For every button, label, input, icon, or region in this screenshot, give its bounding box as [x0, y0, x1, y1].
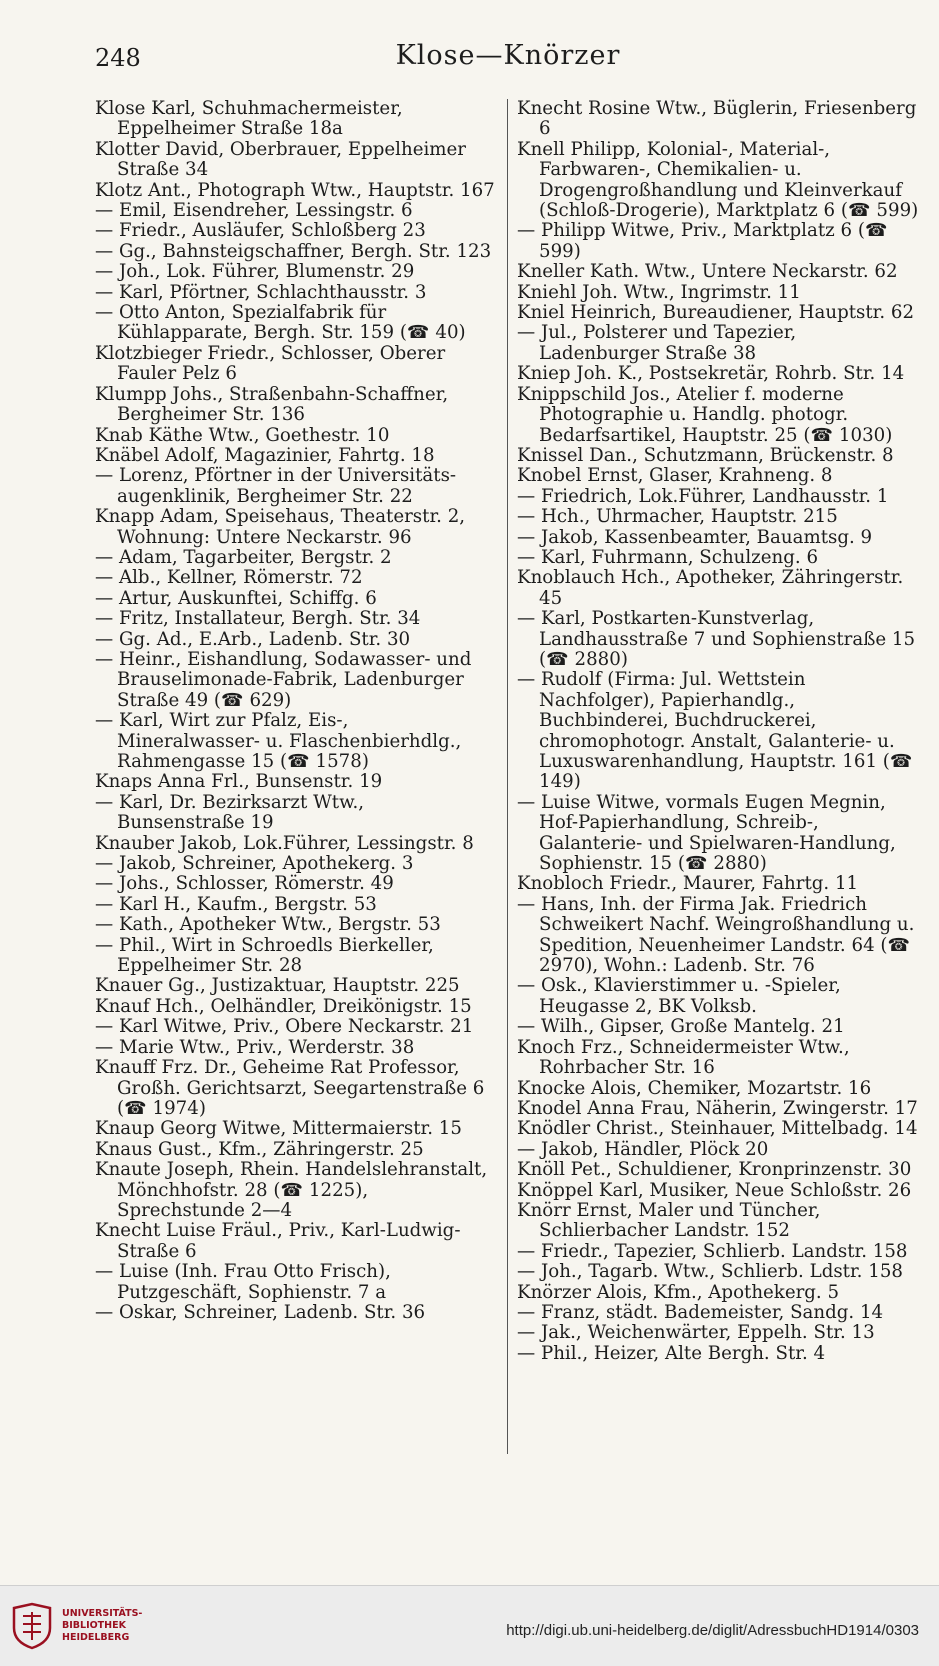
running-head: Klose—Knörzer: [395, 40, 621, 71]
left-column: [95, 99, 497, 1323]
directory-entry: Knippschild Jos., Atelier f. moderne Photographie u. Handlg. photogr. Bedarfsartikel, Hauptstr. 25 (☎ 1030): [517, 383, 893, 446]
directory-entry: — Osk., Klavierstimmer u. -Spieler, Heugasse 2, BK Volksb.: [517, 975, 841, 1017]
directory-entry: — Joh., Tagarb. Wtw., Schlierb. Ldstr. 158: [517, 1261, 903, 1283]
directory-entry: — Artur, Auskunftei, Schiffg. 6: [95, 587, 377, 609]
directory-entry: Knaps Anna Frl., Bunsenstr. 19: [95, 771, 383, 793]
directory-entry: Klotz Ant., Photograph Wtw., Hauptstr. 167: [95, 179, 495, 201]
directory-entry: — Marie Wtw., Priv., Werderstr. 38: [95, 1036, 415, 1058]
directory-entry: — Jul., Polsterer und Tapezier, Ladenburger Straße 38: [517, 322, 797, 364]
directory-entry: Knauff Frz. Dr., Geheime Rat Professor, Großh. Gerichtsarzt, Seegartenstraße 6 (☎ 1974): [95, 1057, 485, 1119]
directory-entry: — Phil., Wirt in Schroedls Bierkeller, Eppelheimer Str. 28: [95, 934, 434, 977]
directory-entry: — Karl Witwe, Priv., Obere Neckarstr. 21: [95, 1016, 474, 1038]
directory-entry: — Adam, Tagarbeiter, Bergstr. 2: [95, 546, 392, 568]
directory-entry: Knecht Rosine Wtw., Büglerin, Friesenberg 6: [517, 98, 917, 140]
directory-entry: Klotter David, Oberbrauer, Eppelheimer Straße 34: [95, 138, 466, 181]
directory-entry: — Friedr., Tapezier, Schlierb. Landstr. 158: [517, 1240, 908, 1262]
directory-entry: Knaus Gust., Kfm., Zähringerstr. 25: [95, 1138, 424, 1160]
directory-entry: Knauber Jakob, Lok.Führer, Lessingstr. 8: [95, 832, 474, 854]
directory-entry: — Alb., Kellner, Römerstr. 72: [95, 567, 363, 589]
directory-entry: Knapp Adam, Speisehaus, Theaterstr. 2, Wohnung: Untere Neckarstr. 96: [95, 506, 466, 548]
directory-entry: Knöll Pet., Schuldiener, Kronprinzenstr. 30: [517, 1159, 912, 1181]
directory-entry: — Karl, Dr. Bezirksarzt Wtw., Bunsenstraße 19: [95, 791, 365, 834]
library-name-line: HEIDELBERG: [62, 1632, 130, 1643]
source-url[interactable]: http://digi.ub.uni-heidelberg.de/diglit/AdressbuchHD1914/0303: [506, 1622, 919, 1639]
library-name: [62, 1608, 142, 1644]
directory-entry: — Rudolf (Firma: Jul. Wettstein Nachfolger), Papierhandlg., Buchbinderei, Buchdruckerei, chromophotogr. Anstalt, Galanterie- u. Luxuswarenhandlung, Hauptstr. 161 (☎ 149): [517, 669, 913, 793]
directory-entry: — Johs., Schlosser, Römerstr. 49: [95, 873, 394, 895]
directory-entry: Knäbel Adolf, Magazinier, Fahrtg. 18: [95, 444, 435, 466]
directory-entry: Knoch Frz., Schneidermeister Wtw., Rohrbacher Str. 16: [517, 1036, 850, 1079]
directory-entry: — Otto Anton, Spezialfabrik für Kühlapparate, Bergh. Str. 159 (☎ 40): [95, 302, 466, 344]
directory-entry: — Friedrich, Lok.Führer, Landhausstr. 1: [517, 485, 889, 507]
page-number: 248: [95, 44, 141, 72]
directory-entry: Kneller Kath. Wtw., Untere Neckarstr. 62: [517, 261, 898, 283]
directory-entry: — Hans, Inh. der Firma Jak. Friedrich Schweikert Nachf. Weingroßhandlung u. Spedition, Neuenheimer Landstr. 64 (☎ 2970), Wohn.: Ladenb. Str. 76: [517, 893, 915, 977]
directory-entry: Knoblauch Hch., Apotheker, Zähringerstr. 45: [517, 567, 904, 609]
directory-entry: Knecht Luise Fräul., Priv., Karl-Ludwig-Straße 6: [95, 1220, 461, 1262]
directory-entry: Knörzer Alois, Kfm., Apothekerg. 5: [517, 1281, 840, 1303]
directory-entry: — Emil, Eisendreher, Lessingstr. 6: [95, 200, 413, 222]
directory-entry: — Gg., Bahnsteigschaffner, Bergh. Str. 123: [95, 240, 492, 262]
directory-entry: — Gg. Ad., E.Arb., Ladenb. Str. 30: [95, 628, 411, 650]
directory-entry: Knödler Christ., Steinhauer, Mittelbadg. 14: [517, 1118, 918, 1140]
directory-entry: Kniep Joh. K., Postsekretär, Rohrb. Str. 14: [517, 363, 905, 385]
directory-entry: Knaup Georg Witwe, Mittermaierstr. 15: [95, 1118, 462, 1140]
directory-entry: Knell Philipp, Kolonial-, Material-, Farbwaren-, Chemikalien- u. Drogengroßhandlung und Kleinverkauf (Schloß-Drogerie), Marktplatz 6 (☎ 599): [517, 138, 919, 222]
directory-entry: — Hch., Uhrmacher, Hauptstr. 215: [517, 506, 838, 528]
directory-entry: — Oskar, Schreiner, Ladenb. Str. 36: [95, 1301, 426, 1323]
directory-entry: — Karl H., Kaufm., Bergstr. 53: [95, 893, 377, 915]
column-divider: [507, 99, 508, 1454]
directory-entry: — Phil., Heizer, Alte Bergh. Str. 4: [517, 1342, 826, 1364]
directory-entry: — Fritz, Installateur, Bergh. Str. 34: [95, 608, 421, 630]
directory-entry: Knauf Hch., Oelhändler, Dreikönigstr. 15: [95, 995, 472, 1017]
directory-entry: Kniehl Joh. Wtw., Ingrimstr. 11: [517, 281, 801, 303]
directory-entry: — Jakob, Händler, Plöck 20: [517, 1138, 769, 1160]
directory-entry: — Karl, Wirt zur Pfalz, Eis-, Mineralwasser- u. Flaschenbierhdlg., Rahmengasse 15 (☎ 1578): [95, 710, 462, 772]
directory-entry: Klose Karl, Schuhmachermeister, Eppelheimer Straße 18a: [95, 98, 403, 140]
footer-bar: [0, 1585, 939, 1666]
directory-entry: Knodel Anna Frau, Näherin, Zwingerstr. 17: [517, 1097, 918, 1119]
directory-entry: Knörr Ernst, Maler und Tüncher, Schlierbacher Landstr. 152: [517, 1199, 821, 1242]
directory-entry: — Philipp Witwe, Priv., Marktplatz 6 (☎ 599): [517, 220, 888, 262]
directory-entry: — Luise (Inh. Frau Otto Frisch), Putzgeschäft, Sophienstr. 7 a: [95, 1261, 391, 1303]
directory-entry: — Wilh., Gipser, Große Mantelg. 21: [517, 1016, 845, 1038]
directory-entry: — Jakob, Schreiner, Apothekerg. 3: [95, 853, 414, 875]
university-seal-icon: [10, 1602, 54, 1650]
directory-entry: Knissel Dan., Schutzmann, Brückenstr. 8: [517, 444, 894, 466]
directory-entry: Klumpp Johs., Straßenbahn-Schaffner, Bergheimer Str. 136: [95, 383, 449, 426]
directory-entry: — Friedr., Ausläufer, Schloßberg 23: [95, 220, 426, 242]
directory-entry: Kniel Heinrich, Bureaudiener, Hauptstr. 62: [517, 302, 915, 324]
right-column: [517, 99, 921, 1364]
directory-entry: — Kath., Apotheker Wtw., Bergstr. 53: [95, 914, 441, 936]
directory-entry: Knöppel Karl, Musiker, Neue Schloßstr. 26: [517, 1179, 912, 1201]
directory-entry: Knaute Joseph, Rhein. Handelslehranstalt, Mönchhofstr. 28 (☎ 1225), Sprechstunde 2—4: [95, 1159, 488, 1221]
directory-entry: — Karl, Postkarten-Kunstverlag, Landhausstraße 7 und Sophienstraße 15 (☎ 2880): [517, 608, 916, 670]
directory-entry: — Heinr., Eishandlung, Sodawasser- und Brauselimonade-Fabrik, Ladenburger Straße 49 (☎ 629): [95, 648, 472, 711]
library-name-line: UNIVERSITÄTS-: [62, 1608, 143, 1619]
page-header: [95, 40, 921, 80]
directory-entry: Knab Käthe Wtw., Goethestr. 10: [95, 424, 390, 446]
directory-entry: Knobel Ernst, Glaser, Krahneng. 8: [517, 465, 833, 487]
directory-entry: Knauer Gg., Justizaktuar, Hauptstr. 225: [95, 975, 460, 997]
directory-entry: — Karl, Pförtner, Schlachthausstr. 3: [95, 281, 427, 303]
directory-entry: — Franz, städt. Bademeister, Sandg. 14: [517, 1301, 884, 1323]
directory-entry: — Jakob, Kassenbeamter, Bauamtsg. 9: [517, 526, 873, 548]
directory-entry: Klotzbieger Friedr., Schlosser, Oberer Fauler Pelz 6: [95, 342, 446, 385]
directory-entry: Knocke Alois, Chemiker, Mozartstr. 16: [517, 1077, 872, 1099]
directory-entry: Knobloch Friedr., Maurer, Fahrtg. 11: [517, 873, 859, 895]
library-name-line: BIBLIOTHEK: [62, 1620, 126, 1631]
directory-entry: — Jak., Weichenwärter, Eppelh. Str. 13: [517, 1322, 875, 1344]
directory-entry: — Luise Witwe, vormals Eugen Megnin, Hof-Papierhandlung, Schreib-, Galanterie- und Spielwaren-Handlung, Sophienstr. 15 (☎ 2880): [517, 791, 896, 875]
directory-entry: — Karl, Fuhrmann, Schulzeng. 6: [517, 546, 819, 568]
directory-entry: — Lorenz, Pförtner in der Universitäts-augenklinik, Bergheimer Str. 22: [95, 465, 457, 507]
directory-entry: — Joh., Lok. Führer, Blumenstr. 29: [95, 261, 415, 283]
